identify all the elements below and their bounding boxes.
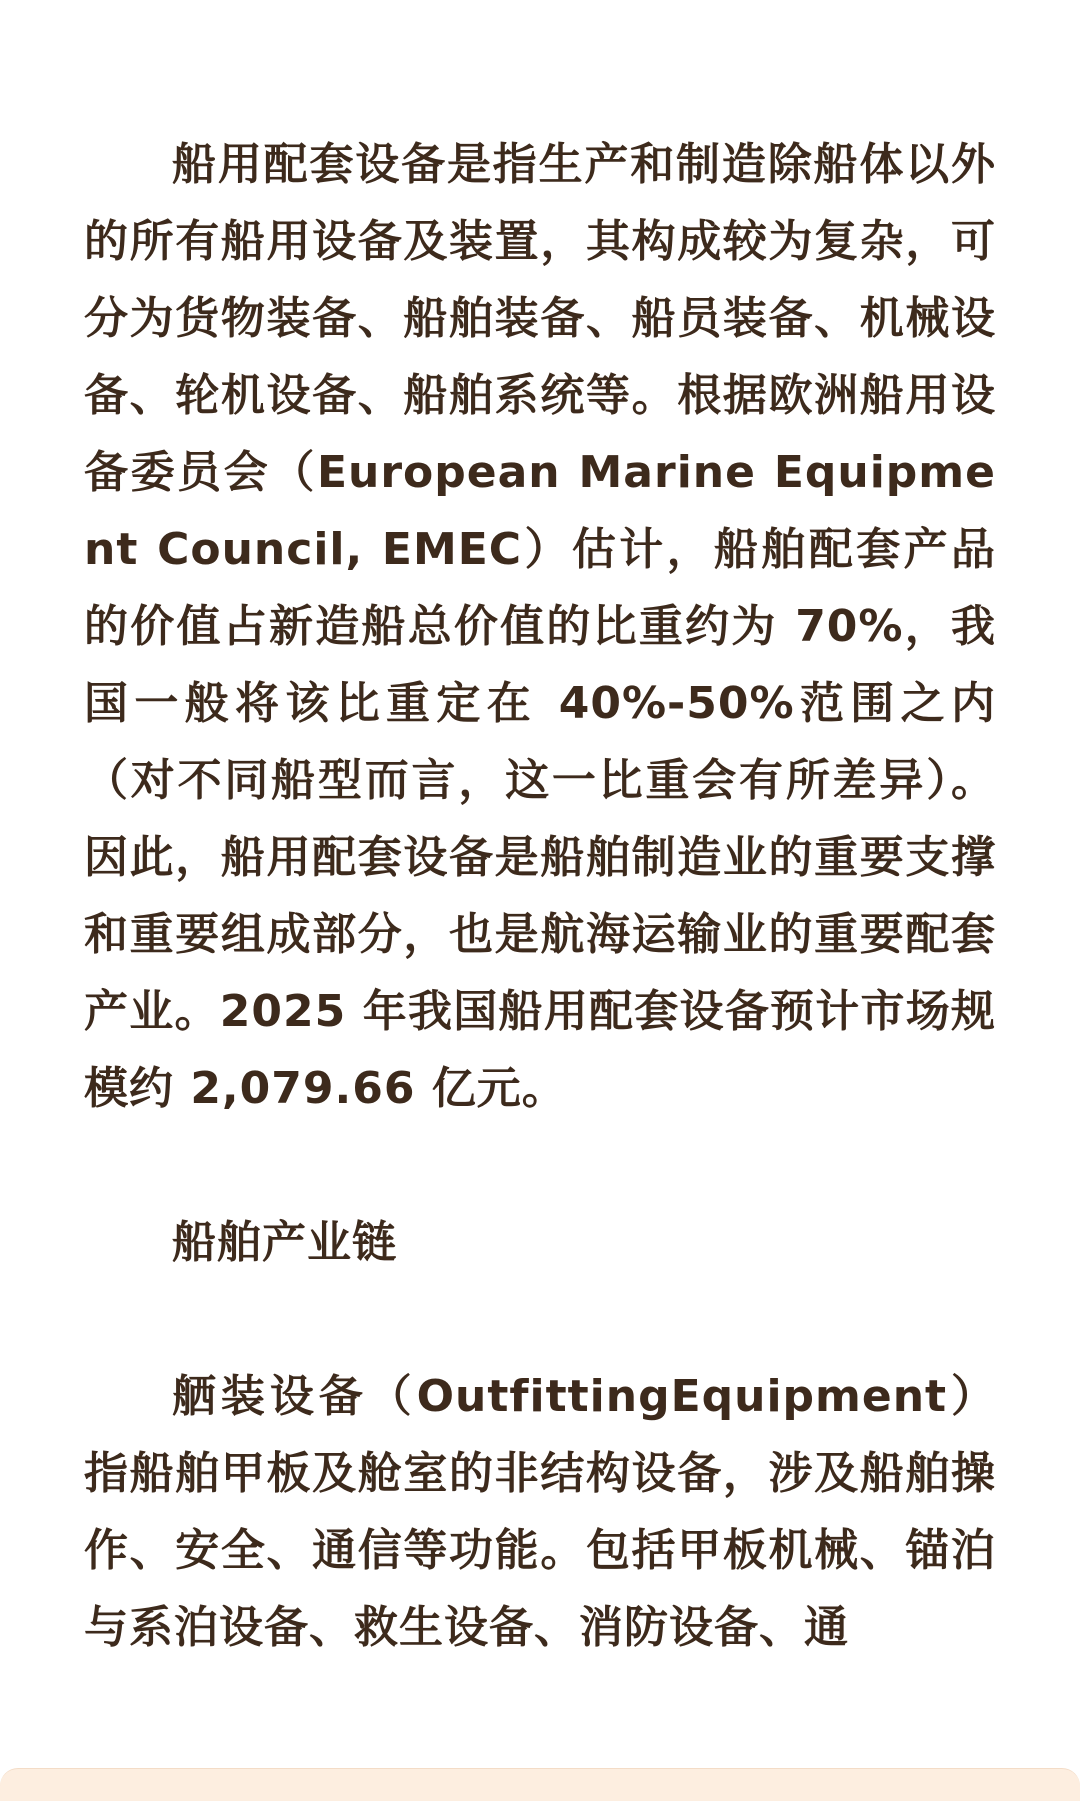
paragraph-spacer xyxy=(84,1281,996,1358)
section-heading-ship-industry-chain: 船舶产业链 xyxy=(172,1217,397,1268)
article-body xyxy=(84,126,996,1666)
paragraph-marine-equipment: 船用配套设备是指生产和制造除船体以外的所有船用设备及装置，其构成较为复杂，可分为货物装备、船舶装备、船员装备、机械设备、轮机设备、船舶系统等。根据欧洲船用设备委员会（European Marine Equipment Council, EMEC）估计，船舶配套产品的价值占新造船总价值的比重约为 70%，我国一般将该比重定在 40%-50%范围之内（对不同船型而言，这一比重会有所差异）。因此，船用配套设备是船舶制造业的重要支撑和重要组成部分，也是航海运输业的重要配套产业。2025 年我国船用配套设备预计市场规模约 2,079.66 亿元。 xyxy=(84,139,996,1114)
paragraph-spacer xyxy=(84,1127,996,1204)
bottom-decorative-band xyxy=(0,1768,1080,1801)
paragraph-outfitting-equipment: 舾装设备（OutfittingEquipment）指船舶甲板及舱室的非结构设备，涉及船舶操作、安全、通信等功能。包括甲板机械、锚泊与系泊设备、救生设备、消防设备、通 xyxy=(84,1371,996,1653)
